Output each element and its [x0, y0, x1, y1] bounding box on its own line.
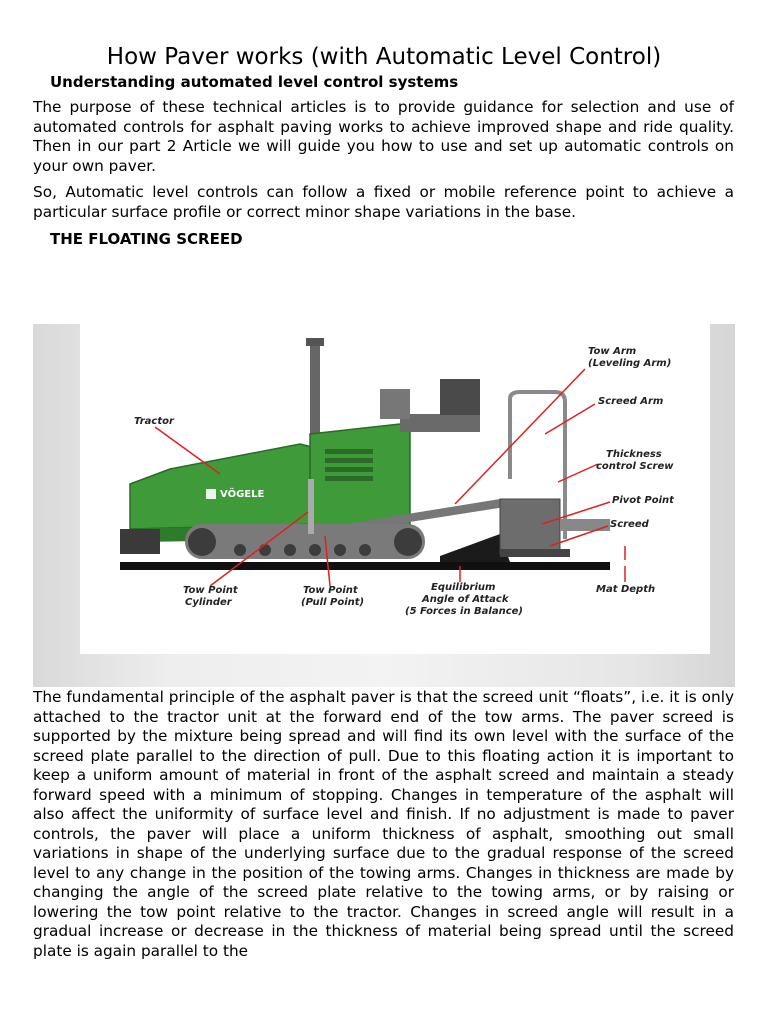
- label-thickness: Thickness: [606, 449, 662, 460]
- brand-mark: [206, 489, 216, 499]
- label-mat-depth: Mat Depth: [596, 584, 656, 595]
- label-pivot-point: Pivot Point: [612, 495, 674, 506]
- floating-screed-paragraph: The fundamental principle of the asphalt paver is that the screed unit “floats”, i.e. it is only attached to the tractor unit at the forward end of the tow arms. The paver screed is supported by the mixture being spread and will find its own level with the surface of the screed plate parallel to the direction of pull. Due to this floating action it is important to keep a uniform amount of material in front of the asphalt screed and maintain a steady forward speed with a minimum of stopping. Changes in temperature of the asphalt will also affect the uniformity of surface level and finish. If no adjustment is made to paver controls, the paver will place a uniform thickness of asphalt, smoothing out small variations in shape of the underlying surface due to the gradual response of the screed level to any change in the position of the towing arms. Changes in thickness are made by changing the angle of the screed plate relative to the towing arms, or by raising or lowering the tow point relative to the tractor. Changes in screed angle will result in a gradual increase or decrease in the thickness of material being spread until the screed plate is again parallel to the: [33, 688, 734, 960]
- label-tow-arm-sub: (Leveling Arm): [588, 358, 672, 369]
- console: [380, 389, 410, 419]
- intro-paragraph: The purpose of these technical articles is to provide guidance for selection and use of automated controls for asphalt paving works to achieve improved shape and ride quality. Then in our part 2 Article we will guide you how to use and set up automatic controls on your own paver.: [33, 98, 734, 175]
- label-tow-point-pull-sub: (Pull Point): [301, 597, 365, 608]
- label-screed: Screed: [610, 519, 649, 530]
- crawler-track: [185, 524, 425, 559]
- page-title: How Paver works (with Automatic Level Control): [106, 44, 662, 70]
- operator-seat: [440, 379, 480, 415]
- label-thickness-sub: control Screw: [596, 461, 674, 472]
- automatic-controls-paragraph: So, Automatic level controls can follow a fixed or mobile reference point to achieve a particular surface profile or correct minor shape variations in the base.: [33, 183, 734, 221]
- tow-point-cylinder: [308, 479, 314, 534]
- label-tractor: Tractor: [134, 416, 174, 427]
- label-angle-of-attack: Angle of Attack: [422, 594, 509, 605]
- label-tow-arm: Tow Arm: [588, 346, 637, 357]
- operator-deck: [400, 414, 480, 432]
- label-tow-point-pull: Tow Point: [303, 585, 358, 596]
- section-heading: THE FLOATING SCREED: [50, 230, 243, 248]
- subtitle: Understanding automated level control systems: [50, 73, 459, 91]
- label-tow-point-cylinder: Tow Point: [183, 585, 238, 596]
- label-tow-point-cylinder-sub: Cylinder: [185, 597, 232, 608]
- brand-logo: VÖGELE: [220, 489, 265, 500]
- paver-illustration: [80, 324, 710, 654]
- screed-plate: [500, 549, 570, 557]
- ground-line: [120, 562, 610, 570]
- exhaust-cap: [306, 338, 324, 346]
- tractor-hopper: [130, 444, 320, 529]
- label-screed-arm: Screed Arm: [598, 396, 664, 407]
- paver-diagram: [80, 324, 710, 654]
- label-equilibrium: Equilibrium: [431, 582, 496, 593]
- label-five-forces: (5 Forces in Balance): [405, 606, 523, 617]
- screed-extension: [560, 519, 610, 531]
- front-bumper: [120, 529, 160, 554]
